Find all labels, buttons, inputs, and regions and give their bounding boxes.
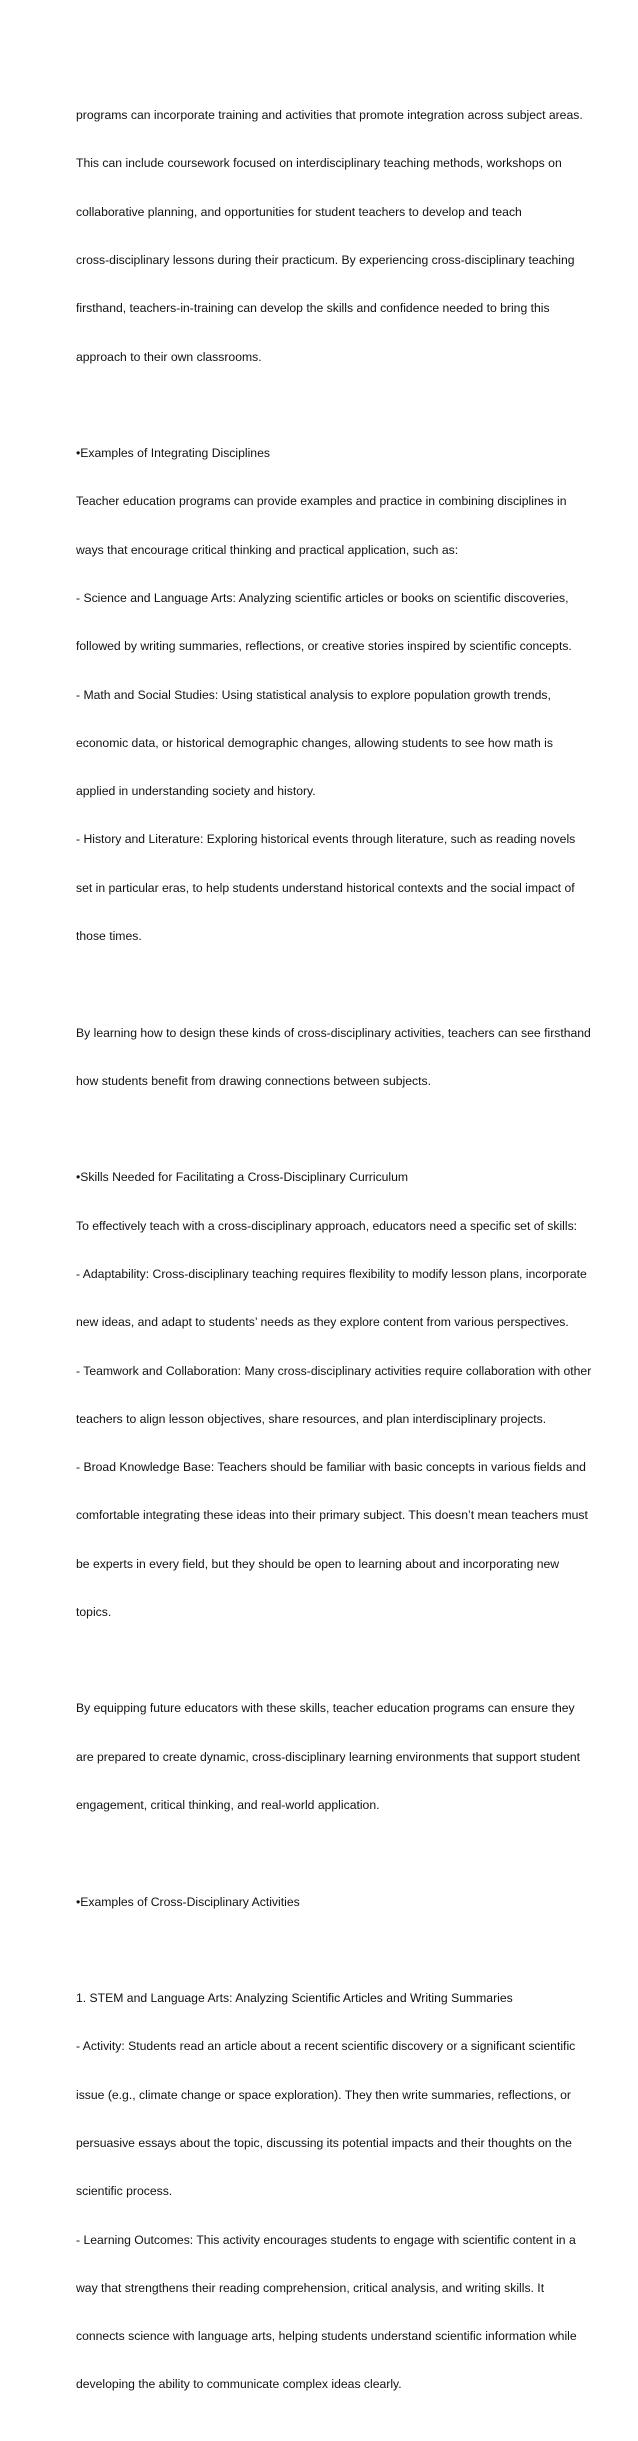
- paragraph-learning-to-design: [76, 992, 591, 1121]
- text-line: - Learning Outcomes: This activity encourages students to engage with scientific content in a: [76, 2232, 576, 2247]
- text-line: By learning how to design these kinds of cross-disciplinary activities, teachers can see firsthand: [76, 1025, 591, 1040]
- section-skills-needed: [76, 1137, 592, 1652]
- text-line: issue (e.g., climate change or space exploration). They then write summaries, reflections, or: [76, 2087, 571, 2102]
- text-line: Teacher education programs can provide examples and practice in combining disciplines in: [76, 494, 567, 509]
- list-item-title: 1. STEM and Language Arts: Analyzing Scientific Articles and Writing Summaries: [76, 1991, 513, 2006]
- text-line: programs can incorporate training and activities that promote integration across subject areas.: [76, 108, 583, 123]
- text-line: persuasive essays about the topic, discussing its potential impacts and their thoughts on the: [76, 2136, 572, 2150]
- text-line: firsthand, teachers-in-training can develop the skills and confidence needed to bring this: [76, 301, 550, 316]
- text-line: - Teamwork and Collaboration: Many cross-disciplinary activities require collaboration with other: [76, 1363, 592, 1378]
- text-line: collaborative planning, and opportunities for student teachers to develop and teach: [76, 204, 522, 219]
- text-line: - Adaptability: Cross-disciplinary teaching requires flexibility to modify lesson plans, incorporate: [76, 1266, 587, 1281]
- text-line: ways that encourage critical thinking and practical application, such as:: [76, 542, 459, 557]
- text-line: engagement, critical thinking, and real-world application.: [76, 1798, 380, 1813]
- text-line: set in particular eras, to help students understand historical contexts and the social impact of: [76, 880, 575, 895]
- text-line: are prepared to create dynamic, cross-disciplinary learning environments that support student: [76, 1749, 581, 1764]
- text-line: approach to their own classrooms.: [76, 349, 262, 364]
- text-line: - History and Literature: Exploring historical events through literature, such as reading novels: [76, 832, 576, 847]
- text-line: developing the ability to communicate complex ideas clearly.: [76, 2377, 402, 2392]
- text-line: those times.: [76, 928, 142, 943]
- text-line: comfortable integrating these ideas into their primary subject. This doesn’t mean teachers must: [76, 1508, 588, 1523]
- section-heading: •Examples of Integrating Disciplines: [76, 446, 270, 461]
- text-line: new ideas, and adapt to students’ needs as they explore content from various perspectives.: [76, 1315, 569, 1330]
- text-line: - Math and Social Studies: Using statistical analysis to explore population growth trends,: [76, 687, 551, 702]
- paragraph-equipping-educators: [76, 1668, 581, 1845]
- text-line: - Broad Knowledge Base: Teachers should be familiar with basic concepts in various fields and: [76, 1460, 586, 1475]
- text-line: scientific process.: [76, 2184, 173, 2199]
- text-line: how students benefit from drawing connections between subjects.: [76, 1073, 431, 1088]
- text-line: - Science and Language Arts: Analyzing scientific articles or books on scientific discoveries,: [76, 591, 569, 605]
- text-line: way that strengthens their reading comprehension, critical analysis, and writing skills. It: [76, 2280, 545, 2295]
- section-examples-of-integrating-disciplines: [76, 413, 576, 976]
- list-item-stem-language-arts: [76, 1958, 576, 2425]
- paragraph-teacher-education-programs: [76, 75, 583, 397]
- text-line: applied in understanding society and history.: [76, 784, 316, 799]
- document-page: [76, 75, 592, 2441]
- text-line: followed by writing summaries, reflections, or creative stories inspired by scientific concepts.: [76, 639, 572, 654]
- text-line: be experts in every field, but they should be open to learning about and incorporating new: [76, 1556, 560, 1571]
- text-line: This can include coursework focused on interdisciplinary teaching methods, workshops on: [76, 156, 562, 171]
- text-line: economic data, or historical demographic changes, allowing students to see how math is: [76, 735, 553, 750]
- text-line: teachers to align lesson objectives, share resources, and plan interdisciplinary projects.: [76, 1411, 547, 1426]
- section-heading: •Skills Needed for Facilitating a Cross-Disciplinary Curriculum: [76, 1170, 409, 1185]
- section-heading: •Examples of Cross-Disciplinary Activities: [76, 1894, 300, 1909]
- text-line: connects science with language arts, helping students understand scientific information while: [76, 2329, 577, 2344]
- text-line: - Activity: Students read an article about a recent scientific discovery or a significant scientific: [76, 2039, 576, 2054]
- text-line: To effectively teach with a cross-disciplinary approach, educators need a specific set of skills:: [76, 1218, 578, 1233]
- section-heading-cross-disciplinary-activities: [76, 1861, 576, 1941]
- text-line: topics.: [76, 1604, 112, 1619]
- text-line: cross-disciplinary lessons during their practicum. By experiencing cross-disciplinary teaching: [76, 253, 575, 268]
- text-line: By equipping future educators with these skills, teacher education programs can ensure they: [76, 1701, 575, 1716]
